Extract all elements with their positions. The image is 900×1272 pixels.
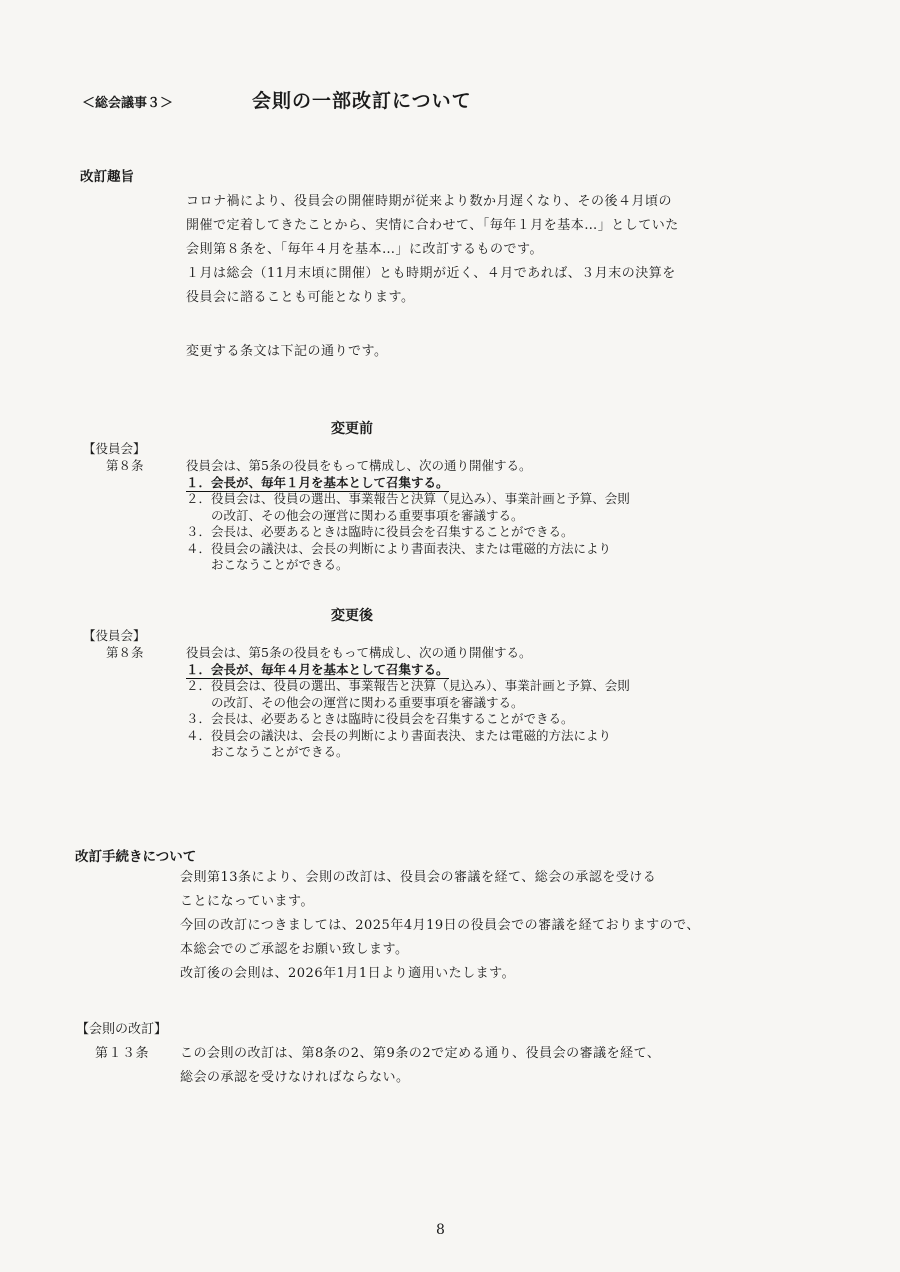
- procedure-line: 今回の改訂につきましては、2025年4月19日の役員会での審議を経ておりますので、: [180, 918, 700, 933]
- after-item: の改訂、その他会の運営に関わる重要事項を審議する。: [186, 694, 524, 710]
- procedure-line: 会則第13条により、会則の改訂は、役員会の審議を経て、総会の承認を受ける: [180, 870, 657, 885]
- before-item: の改訂、その他会の運営に関わる重要事項を審議する。: [186, 507, 524, 523]
- before-intro: 役員会は、第5条の役員をもって構成し、次の通り開催する。: [186, 458, 532, 473]
- before-heading: 変更前: [331, 421, 373, 437]
- before-item: ４．役員会の議決は、会長の判断により書面表決、または電磁的方法により: [186, 540, 612, 556]
- after-item: ２．役員会は、役員の選出、事業報告と決算（見込み）、事業計画と予算、会則: [186, 678, 630, 693]
- procedure-line: ことになっています。: [180, 894, 314, 909]
- procedure-line: 本総会でのご承認をお願い致します。: [180, 942, 409, 957]
- before-item: ３．会長は、必要あるときは臨時に役員会を召集することができる。: [186, 524, 574, 539]
- rule-line: 総会の承認を受けなければならない。: [180, 1070, 410, 1085]
- purpose-text: [186, 190, 679, 310]
- after-section-label: 【役員会】: [83, 628, 146, 643]
- purpose-line: 開催で定着してきたことから、実情に合わせて、「毎年１月を基本…」としていた: [186, 218, 679, 233]
- after-item: おこなうことができる。: [186, 744, 349, 759]
- after-item: ３．会長は、必要あるときは臨時に役員会を召集することができる。: [186, 711, 574, 726]
- purpose-heading: 改訂趣旨: [80, 169, 134, 185]
- before-item: ２．役員会は、役員の選出、事業報告と決算（見込み）、事業計画と予算、会則: [186, 491, 630, 506]
- before-item-highlight: １．会長が、毎年１月を基本として召集する。: [186, 474, 449, 490]
- purpose-line: コロナ禍により、役員会の開催時期が従来より数か月遅くなり、その後４月頃の: [186, 194, 673, 209]
- after-article-number: 第８条: [106, 645, 144, 660]
- procedure-heading: 改訂手続きについて: [75, 849, 197, 865]
- procedure-line: 改訂後の会則は、2026年1月1日より適用いたします。: [180, 966, 516, 981]
- rule-text: [180, 1042, 660, 1090]
- rule-line: この会則の改訂は、第8条の2、第9条の2で定める通り、役員会の審議を経て、: [180, 1046, 661, 1061]
- purpose-note: 変更する条文は下記の通りです。: [186, 344, 388, 359]
- page-number: 8: [436, 1222, 445, 1238]
- purpose-line: 会則第８条を、「毎年４月を基本…」に改訂するものです。: [186, 242, 543, 257]
- page-title: 会則の一部改訂について: [252, 90, 472, 112]
- before-article-number: 第８条: [106, 458, 144, 473]
- before-article-text: [186, 458, 630, 574]
- rule-heading: 【会則の改訂】: [76, 1022, 168, 1037]
- agenda-tag: ＜総会議事３＞: [82, 96, 174, 111]
- before-item: おこなうことができる。: [186, 557, 349, 572]
- after-item-highlight: １．会長が、毎年４月を基本として召集する。: [186, 661, 449, 677]
- after-heading: 変更後: [331, 608, 373, 624]
- after-item: ４．役員会の議決は、会長の判断により書面表決、または電磁的方法により: [186, 727, 612, 743]
- purpose-line: 役員会に諮ることも可能となります。: [186, 290, 415, 305]
- before-section-label: 【役員会】: [83, 441, 146, 456]
- rule-article-number: 第１３条: [95, 1046, 150, 1061]
- after-article-text: [186, 645, 630, 761]
- purpose-line: １月は総会（11月末頃に開催）とも時期が近く、４月であれば、３月末の決算を: [186, 266, 676, 281]
- procedure-text: [180, 866, 700, 986]
- after-intro: 役員会は、第5条の役員をもって構成し、次の通り開催する。: [186, 645, 532, 660]
